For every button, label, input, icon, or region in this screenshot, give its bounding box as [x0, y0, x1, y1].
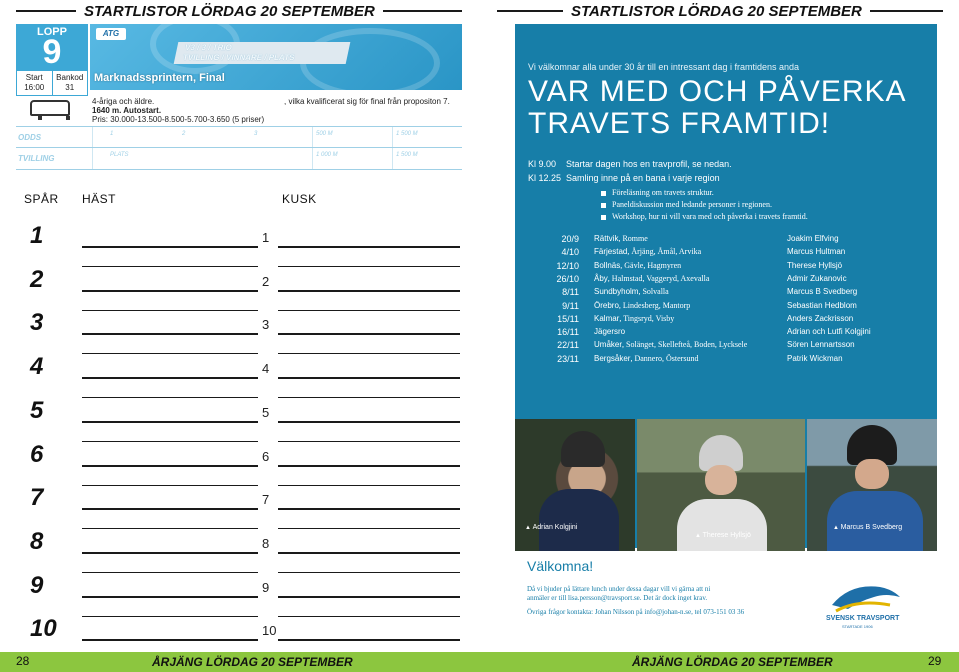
tour-other-venues: , Lindesberg, Mantorp — [618, 300, 691, 310]
tour-row — [515, 287, 937, 300]
post-position: 9 — [30, 571, 44, 599]
horse-name-line — [82, 333, 258, 335]
driver-name-line — [278, 639, 460, 641]
driver-number: 1 — [262, 230, 270, 245]
jacket-graphic — [539, 489, 619, 551]
tour-host: Therese Hyllsjö — [787, 260, 843, 270]
start-info-box — [16, 70, 88, 96]
driver-name-line — [278, 421, 460, 423]
entry-row — [0, 222, 470, 264]
spar-column-header: SPÅR — [24, 192, 59, 206]
promo-intro: Vi välkomnar alla under 30 år till en intressant dag i framtidens anda — [528, 62, 799, 72]
tour-main-venue: Färjestad — [594, 247, 628, 257]
driver-number: 5 — [262, 404, 270, 420]
photo-caption: ▲ Therese Hyllsjö — [695, 532, 751, 539]
driver-name-line — [278, 377, 460, 379]
schedule-text: Startar dagen hos en travprofil, se nedan. — [566, 159, 732, 169]
entry-row — [0, 615, 470, 657]
entry-row — [0, 266, 470, 308]
left-page-header — [16, 0, 462, 22]
post-position: 2 — [30, 265, 44, 293]
odds-1500m: 1 500 M — [396, 131, 418, 137]
horse-name-line — [82, 465, 258, 467]
horse-name-line — [82, 290, 258, 292]
tour-main-venue: Bollnäs — [594, 260, 621, 270]
tour-row — [515, 274, 937, 287]
driver-number: 6 — [262, 448, 270, 464]
left-header-title: STARTLISTOR LÖRDAG 20 SEPTEMBER — [84, 2, 375, 20]
start-cell — [17, 71, 52, 95]
tour-places — [594, 314, 674, 323]
tour-places — [594, 274, 709, 283]
photo-marcus-b-svedberg — [807, 419, 937, 551]
schedule-text: Samling inne på en bana i varje region — [566, 173, 720, 183]
odds-row — [16, 126, 462, 148]
right-header-title: STARTLISTOR LÖRDAG 20 SEPTEMBER — [571, 2, 862, 20]
tour-places — [594, 301, 690, 310]
horse-name-line — [82, 639, 258, 641]
lopp-number: 9 — [42, 33, 62, 71]
race-desc-line: Pris: 30.000-13.500-8.500-5.700-3.650 (5 priser) — [92, 115, 265, 124]
promo-title — [528, 76, 907, 140]
photo-caption: ▲ Adrian Kolgjini — [525, 524, 577, 531]
tour-host: Sören Lennartsson — [787, 340, 855, 350]
game-types-line1: V3 / 3 / TRIO — [184, 43, 233, 52]
driver-number: 3 — [262, 317, 270, 333]
entry-row — [0, 353, 470, 395]
schedule-time: Kl 12.25 — [528, 173, 562, 183]
entry-row — [0, 309, 470, 351]
post-position: 3 — [30, 309, 44, 337]
odds-500m: 500 M — [316, 131, 333, 137]
tour-places — [594, 261, 681, 270]
jacket-graphic — [827, 491, 923, 551]
tour-main-venue: Örebro — [594, 300, 619, 310]
driver-number: 10 — [262, 623, 277, 639]
left-footer-title: ÅRJÄNG LÖRDAG 20 SEPTEMBER — [152, 655, 353, 669]
contact-note: Övriga frågor kontakta: Johan Nilsson på info@johan-n.se, tel 073-151 03 36 — [527, 608, 745, 616]
tour-row — [515, 354, 937, 367]
right-page-number: 29 — [928, 654, 942, 668]
tour-main-venue: Sundbyholm — [594, 287, 639, 297]
tour-host: Joakim Elfving — [787, 234, 839, 243]
post-position: 7 — [30, 484, 44, 512]
face-graphic — [855, 459, 889, 489]
tour-host: Patrik Wickman — [787, 353, 843, 363]
tour-host: Admir Zukanovic — [787, 273, 847, 283]
tour-date: 20/9 — [561, 234, 579, 244]
tour-other-venues: , Årjäng, Åmål, Arvika — [627, 247, 702, 257]
tour-other-venues: , Solänget, Skellefteå, Boden, Lycksele — [622, 340, 748, 350]
tour-places — [594, 287, 669, 296]
race-banner — [90, 24, 462, 90]
tour-places — [594, 327, 625, 336]
tour-host: Marcus B Svedberg — [787, 287, 858, 297]
right-footer-title: ÅRJÄNG LÖRDAG 20 SEPTEMBER — [632, 655, 833, 669]
tour-main-venue: Umåker — [594, 340, 623, 350]
tour-row — [515, 301, 937, 314]
entry-row — [0, 572, 470, 614]
driver-name-line — [278, 552, 460, 554]
lopp-badge — [16, 24, 88, 70]
game-types-line2: TVILLING / VINNARE / PLATS — [182, 53, 296, 62]
divider — [392, 148, 393, 169]
tour-date: 4/10 — [561, 247, 579, 258]
tour-places — [594, 354, 698, 363]
autostart-car-icon — [30, 100, 70, 116]
lunch-note — [527, 585, 710, 603]
tour-host: Sebastian Hedblom — [787, 300, 857, 310]
race-qualification-text: , vilka kvalificerat sig för final från propositon 7. — [284, 97, 450, 106]
start-label: Start — [25, 73, 43, 82]
helmet-graphic — [561, 431, 605, 467]
tour-row — [515, 234, 937, 247]
race-name: Marknadssprintern, Final — [94, 72, 225, 84]
tvilling-row — [16, 148, 462, 170]
header-rule — [870, 10, 943, 12]
post-position: 5 — [30, 396, 44, 424]
bullet-item: Workshop, hur ni vill vara med och påverka i travets framtid. — [601, 212, 808, 221]
tour-other-venues: , Halmstad, Vaggeryd, Axevalla — [607, 273, 710, 283]
divider — [92, 148, 93, 169]
tour-row — [515, 327, 937, 340]
schedule-time: Kl 9.00 — [528, 159, 557, 169]
left-page-number: 28 — [16, 654, 30, 668]
tour-places — [594, 234, 648, 243]
tour-main-venue: Jägersro — [594, 327, 626, 337]
tour-host: Anders Zackrisson — [787, 313, 854, 323]
lunch-note-line: Då vi bjuder på lättare lunch under dessa dagar vill vi gärna att ni — [527, 585, 711, 593]
photo-adrian-kolgjini — [515, 419, 635, 551]
driver-number: 9 — [262, 579, 270, 595]
tour-places — [594, 340, 747, 349]
promo-panel — [515, 24, 937, 548]
tour-date: 22/11 — [557, 340, 579, 351]
race-desc-line: 4-åriga och äldre. — [92, 97, 155, 106]
header-rule — [16, 10, 76, 12]
entry-row — [0, 441, 470, 483]
game-types-tag — [174, 42, 351, 64]
tour-places — [594, 247, 701, 256]
tour-other-venues: , Solvalla — [638, 287, 669, 297]
post-position: 6 — [30, 440, 44, 468]
svensk-travsport-logo — [820, 575, 910, 631]
right-page-header — [497, 0, 943, 22]
bankod-label: Bankod — [56, 73, 84, 82]
tour-date: 9/11 — [562, 300, 579, 311]
tour-main-venue: Åby — [594, 273, 608, 283]
post-position: 8 — [30, 527, 44, 555]
divider — [312, 127, 313, 147]
tour-row — [515, 247, 937, 260]
odds-label: ODDS — [18, 133, 42, 142]
tour-main-venue: Kalmar — [594, 313, 620, 323]
horse-name-line — [82, 377, 258, 379]
tour-date: 15/11 — [557, 313, 579, 324]
promo-title-line1: VAR MED OCH PÅVERKA — [528, 75, 907, 108]
divider — [312, 148, 313, 169]
horse-name-line — [82, 246, 258, 248]
logo-subtext: STARTADE 1906 — [842, 624, 873, 629]
post-position: 4 — [30, 353, 44, 381]
divider — [392, 127, 393, 147]
odds-1500m-b: 1 500 M — [396, 152, 418, 158]
tour-host: Adrian och Lutfi Kolgjini — [787, 327, 871, 337]
driver-number: 4 — [262, 361, 270, 377]
start-time: 16:00 — [24, 83, 45, 92]
tour-other-venues: , Tingsryd, Visby — [619, 313, 675, 323]
footer-bar — [0, 652, 959, 672]
lopp-label: LOPP — [37, 26, 67, 38]
race-desc-line: 1640 m. Autostart. — [92, 106, 162, 115]
horse-name-line — [82, 508, 258, 510]
bankod-value: 31 — [65, 83, 75, 92]
driver-name-line — [278, 246, 460, 248]
tour-date: 16/11 — [557, 327, 579, 338]
driver-name-line — [278, 508, 460, 510]
header-rule — [497, 10, 563, 12]
post-position: 10 — [30, 615, 57, 643]
logo-wordmark: SVENSK TRAVSPORT — [826, 615, 900, 622]
tour-host: Marcus Hultman — [787, 247, 846, 257]
driver-number: 7 — [262, 492, 270, 508]
tour-row — [515, 314, 937, 327]
driver-name-line — [278, 596, 460, 598]
photo-caption: ▲ Marcus B Svedberg — [833, 524, 902, 531]
entry-row — [0, 528, 470, 570]
tour-date: 26/10 — [556, 273, 579, 284]
welcome-heading: Välkomna! — [527, 558, 594, 574]
entry-row — [0, 397, 470, 439]
tour-main-venue: Bergsåker — [594, 353, 631, 363]
driver-number: 8 — [262, 535, 270, 551]
driver-name-line — [278, 465, 460, 467]
tour-other-venues: , Romme — [618, 234, 648, 243]
tour-other-venues: , Dannero, Östersund — [630, 353, 699, 363]
horse-name-line — [82, 552, 258, 554]
tour-other-venues: , Gävle, Hagmyren — [620, 260, 682, 270]
entry-row — [0, 484, 470, 526]
lunch-note-line: anmäler er till lisa.persson@travsport.se. Det är dock inget krav. — [527, 594, 708, 602]
bankod-cell — [52, 71, 88, 95]
driver-number: 2 — [262, 273, 270, 289]
odds-col-2: 2 — [182, 131, 186, 137]
driver-name-line — [278, 333, 460, 335]
jacket-graphic — [677, 499, 767, 551]
driver-name-line — [278, 290, 460, 292]
horse-logo-icon — [820, 575, 910, 631]
schedule-item — [528, 173, 720, 183]
header-rule — [383, 10, 462, 12]
tour-row — [515, 340, 937, 353]
face-graphic — [705, 465, 737, 495]
tour-main-venue: Rättvik — [594, 234, 619, 243]
horse-name-line — [82, 421, 258, 423]
tour-date: 23/11 — [557, 353, 579, 364]
odds-col-1: 1 — [110, 131, 114, 137]
promo-title-line2: TRAVETS FRAMTID! — [528, 107, 831, 140]
plats-label: PLATS — [110, 152, 129, 158]
odds-1000m: 1 000 M — [316, 152, 338, 158]
odds-col-3: 3 — [254, 131, 258, 137]
tour-row — [515, 261, 937, 274]
tour-date: 12/10 — [556, 260, 579, 271]
divider — [92, 127, 93, 147]
kusk-column-header: KUSK — [282, 192, 317, 206]
bullet-item: Föreläsning om travets struktur. — [601, 188, 714, 197]
tour-date: 8/11 — [562, 287, 579, 298]
bullet-item: Paneldiskussion med ledande personer i regionen. — [601, 200, 772, 209]
atg-logo: ATG — [96, 28, 126, 40]
race-description — [92, 97, 264, 124]
tvilling-label: TVILLING — [18, 154, 55, 163]
schedule-item — [528, 159, 732, 169]
hast-column-header: HÄST — [82, 192, 117, 206]
post-position: 1 — [30, 222, 44, 249]
horse-name-line — [82, 596, 258, 598]
